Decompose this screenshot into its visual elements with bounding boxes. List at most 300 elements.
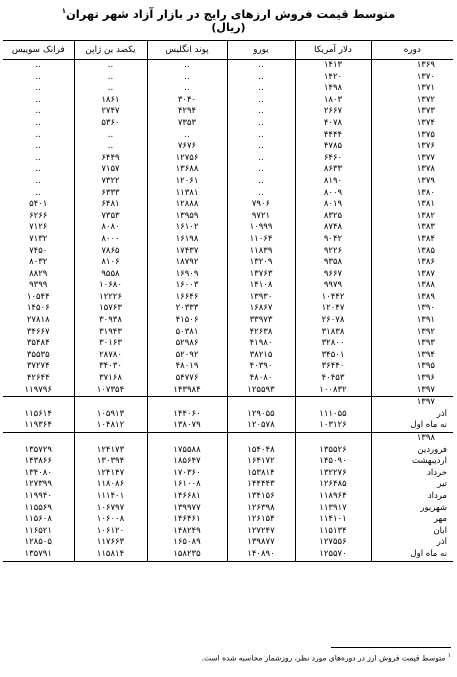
table-row [3,118,453,130]
period-cell: ۱۳۷۹ [371,176,453,188]
footnote-rule [331,647,451,648]
table-row [3,420,453,432]
value-cell: ۹۶۶۷ [295,269,371,281]
title-text: متوسط قیمت فروش ارزهای رایج در بازار آزاد شهر تهران [65,6,396,21]
value-cell: ۱۱۵۶۱۴ [24,408,52,419]
section-year-label: ۱۳۹۸ [371,433,453,445]
value-cell: ۱۳۸۰۷۹ [147,420,227,432]
value-cell: ۸۰۸۰ [74,222,147,234]
value-cell: ۸۰۰۰ [74,234,147,246]
period-cell: آبان [371,526,453,538]
table-row [3,188,453,200]
unit-label: (ریال) [211,20,246,34]
period-cell: ۱۳۸۰ [371,188,453,200]
value-cell: ۴۸۰۸۰ [227,373,295,385]
value-cell: ۸۱۰۶ [74,257,147,269]
value-cell: ۱۲۴۱۴۷ [74,468,147,480]
value-cell: ۱۰۵۹۱۳ [74,409,147,421]
value-cell: ۴۰۳۹۰ [227,361,295,373]
empty-cell [147,397,227,409]
period-cell: ۱۳۸۸ [371,280,453,292]
value-cell: ۱۶۵۰۸۹ [147,537,227,549]
period-cell: ۱۳۹۲ [371,327,453,339]
period-cell: ۱۳۷۰ [371,72,453,84]
value-cell: ۹۵۵۸ [74,269,147,281]
value-cell: ۱۳۵۷۲۹ [24,444,52,455]
value-cell: ۱۴۶۴۶۱ [147,514,227,526]
section-year-row [3,397,453,409]
period-cell: ۱۳۷۲ [371,95,453,107]
period-cell: اردیبهشت [371,456,453,468]
period-cell: ۱۳۷۴ [371,118,453,130]
table-row [3,350,453,362]
value-cell: ۱۳۷۶۳ [227,269,295,281]
period-cell: ۱۳۸۹ [371,292,453,304]
table-row [3,327,453,339]
value-cell: ۱۷۵۵۸۸ [147,445,227,457]
value-cell: ۱۳۲۲۷۶ [295,468,371,480]
value-cell: ۱۵۳۸۱۴ [227,468,295,480]
value-cell: ۱۲۸۸۸ [147,199,227,211]
empty-cell [227,397,295,409]
value-cell: ۹۲۲۶ [295,246,371,258]
col-header-eur: یورو [227,41,295,60]
period-cell: ۱۳۸۱ [371,199,453,211]
value-cell: ۳۴۶۶۷ [26,326,50,337]
footnote [202,652,451,663]
value-cell: .. [35,83,41,94]
value-cell: ۶۲۶۶ [29,210,48,221]
value-cell: ۱۱۰۶۴ [227,234,295,246]
value-cell: .. [74,130,147,142]
value-cell: ۱۳۴۰۸۰ [24,467,52,478]
value-cell: .. [227,118,295,130]
value-cell: ۲۶۰۷۸ [295,315,371,327]
value-cell: ۳۴۰۳۰ [74,361,147,373]
period-cell: ۱۳۷۳ [371,106,453,118]
table-row [3,141,453,153]
col-header-jpy: یکصد ین ژاپن [74,41,147,60]
value-cell: .. [147,72,227,84]
value-cell: ۳۵۴۸۴ [26,338,50,349]
value-cell: .. [227,188,295,200]
table-row [3,491,453,503]
value-cell: .. [74,72,147,84]
empty-cell [295,397,371,409]
value-cell: ۵۲۹۸۶ [147,338,227,350]
value-cell: ۱۱۸۰۸۶ [74,479,147,491]
table-row [3,373,453,385]
value-cell: ۱۲۷۵۶ [147,153,227,165]
empty-cell [295,433,371,445]
value-cell: ۷۹۰۶ [227,199,295,211]
value-cell: ۴۰۴۵۳ [295,373,371,385]
table-row [3,257,453,269]
value-cell: ۱۳۰۳۹۴ [74,456,147,468]
period-cell: ۱۳۹۰ [371,303,453,315]
table-row [3,176,453,188]
value-cell: ۱۵۷۶۳ [74,303,147,315]
value-cell: ۳۷۲۷۴ [26,361,50,372]
empty-cell [227,433,295,445]
section-year-row [3,433,453,445]
value-cell: ۳۶۴۴۰ [295,361,371,373]
value-cell: ۱۲۶۱۵۴ [227,514,295,526]
value-cell: ۱۳۵۵۲۶ [295,445,371,457]
col-header-period: دوره [371,41,453,60]
value-cell: ۷۶۷۶ [147,141,227,153]
value-cell: ۱۱۱۰۵۵ [295,409,371,421]
table-row [3,503,453,515]
value-cell: ۱۱۵۶۰۸ [24,514,52,525]
value-cell: ۱۲۰۵۷۸ [227,420,295,432]
period-cell: فروردین [371,445,453,457]
table-row [3,95,453,107]
period-cell: شهریور [371,503,453,515]
value-cell: ۲۶۶۷ [295,106,371,118]
value-cell: ۲۷۴۷ [74,106,147,118]
value-cell: ۱۴۱۳ [295,60,371,72]
table-row [3,456,453,468]
value-cell: .. [35,175,41,186]
value-cell: ۴۴۴۴ [295,130,371,142]
value-cell: .. [74,141,147,153]
value-cell: ۱۱۳۸۱ [147,188,227,200]
table-row [3,72,453,84]
period-cell: خرداد [371,468,453,480]
period-cell: ۱۳۹۶ [371,373,453,385]
value-cell: ۳۴۵۰۱ [295,350,371,362]
table-row [3,361,453,373]
table-row [3,246,453,258]
value-cell: ۱۲۷۲۴۷ [227,526,295,538]
value-cell: .. [227,95,295,107]
value-cell: ۸۳۲۵ [295,211,371,223]
value-cell: ۱۰۴۴۲ [295,292,371,304]
value-cell: ۱۲۲۲۶ [74,292,147,304]
value-cell: ۹۰۴۲ [295,234,371,246]
value-cell: ۷۳۵۳ [74,211,147,223]
table-row [3,292,453,304]
value-cell: ۱۶۱۹۸ [147,234,227,246]
value-cell: ۸۰۱۹ [295,199,371,211]
section-year-label: ۱۳۹۷ [371,397,453,409]
value-cell: ۳۸۲۱۵ [227,350,295,362]
value-cell: ۴۱۵۰۶ [147,315,227,327]
value-cell: ۹۷۲۱ [227,211,295,223]
period-cell: ۱۳۷۵ [371,130,453,142]
value-cell: .. [74,60,147,72]
value-cell: ۱۳۹۹۷۷ [147,503,227,515]
table-row [3,60,453,72]
value-cell: ۱۴۰۸۹۰ [227,549,295,561]
value-cell: ۱۱۵۸۱۴ [74,549,147,561]
value-cell: ۱۳۵۷۹۱ [3,549,74,561]
table-row [3,211,453,223]
value-cell: ۱۲۸۵۰۵ [24,537,52,548]
table-row [3,479,453,491]
value-cell: ۴۸۰۱۹ [147,361,227,373]
title-footnote-mark: ۱ [61,7,66,15]
col-header-gbp: پوند انگلیس [147,41,227,60]
table-row [3,164,453,176]
value-cell: ۱۵۸۲۳۵ [147,549,227,561]
value-cell: ۱۱۵۵۶۹ [24,502,52,513]
value-cell: ۱۴۲۰ [295,72,371,84]
value-cell: ۱۴۵۰۹۰ [295,456,371,468]
table-row [3,549,453,561]
period-cell: ۱۳۹۱ [371,315,453,327]
value-cell: ۱۸۵۶۴۷ [147,456,227,468]
value-cell: ۲۷۸۱۸ [26,315,50,326]
header-row [3,41,453,60]
value-cell: ۸۰۳۲ [29,257,48,268]
value-cell: ۳۲۸۰۰ [295,338,371,350]
table-row [3,526,453,538]
period-cell: ۱۳۸۲ [371,211,453,223]
period-cell: ۱۳۷۸ [371,164,453,176]
value-cell: ۲۸۷۸۰ [74,350,147,362]
value-cell: .. [227,130,295,142]
value-cell: ۱۲۷۳۹۹ [24,479,52,490]
table-row [3,199,453,211]
value-cell: .. [227,83,295,95]
value-cell: ۱۱۵۱۳۴ [295,526,371,538]
value-cell: ۱۳۶۸۸ [147,164,227,176]
value-cell: ۱۷۰۳۶۰ [147,468,227,480]
value-cell: ۷۱۳۲ [29,233,48,244]
value-cell: ۳۵۵۳۵ [26,349,50,360]
value-cell: ۷۳۲۲ [74,176,147,188]
value-cell: ۱۴۳۸۶۶ [24,456,52,467]
value-cell: ۱۰۰۸۳۲ [295,385,371,397]
empty-cell [3,433,74,445]
value-cell: ۱۱۹۹۴۰ [24,490,52,501]
value-cell: .. [227,164,295,176]
table-row [3,445,453,457]
value-cell: .. [35,152,41,163]
value-cell: ۱۰۷۳۵۴ [74,385,147,397]
value-cell: .. [35,141,41,152]
value-cell: ۳۷۱۶۸ [74,373,147,385]
value-cell: ۵۴۷۷۶ [147,373,227,385]
value-cell: ۶۳۳۳ [74,188,147,200]
value-cell: .. [35,129,41,140]
value-cell: ۱۰۶۸۰ [74,280,147,292]
period-cell: ۱۳۸۳ [371,222,453,234]
period-cell: ۱۳۹۵ [371,361,453,373]
empty-cell [3,397,74,409]
value-cell: ۱۶۱۰۰۸ [147,479,227,491]
value-cell: ۵۴۰۱ [29,199,48,210]
value-cell: ۸۱۹۰ [295,176,371,188]
table-row [3,385,453,397]
period-cell: ۱۳۷۷ [371,153,453,165]
table-row [3,303,453,315]
table-row [3,280,453,292]
value-cell: .. [147,83,227,95]
value-cell: ۱۳۹۳۰ [227,292,295,304]
footnote-text: متوسط قیمت فروش ارز در دوره‌های مورد نظر، روزشمار محاسبه شده است. [201,653,446,663]
value-cell: ۱۱۹۳۶۴ [3,420,74,432]
value-cell: ۱۰۹۹۹ [227,222,295,234]
value-cell: .. [35,71,41,82]
value-cell: .. [35,187,41,198]
value-cell: .. [35,106,41,117]
value-cell: ۱۴۳۹۸۴ [147,385,227,397]
value-cell: ۱۱۷۶۶۳ [74,537,147,549]
value-cell: ۳۰۹۳۸ [74,315,147,327]
col-header-usd: دلار آمریکا [295,41,371,60]
table-row [3,315,453,327]
value-cell: ۱۲۶۴۸۵ [295,479,371,491]
value-cell: ۵۳۶۰ [74,118,147,130]
period-cell: نه ماه اول [371,420,453,432]
value-cell: ۱۸۷۹۲ [147,257,227,269]
period-cell: ۱۳۸۶ [371,257,453,269]
value-cell: ۱۱۴۱۰۱ [295,514,371,526]
value-cell: ۹۳۵۸ [295,257,371,269]
value-cell: .. [35,117,41,128]
value-cell: .. [227,141,295,153]
value-cell: ۱۲۰۴۷ [295,303,371,315]
value-cell: ۶۴۸۱ [74,199,147,211]
value-cell: ۸۰۰۹ [295,188,371,200]
value-cell: ۳۳۹۷۳ [227,315,295,327]
table-row [3,153,453,165]
period-cell: تیر [371,479,453,491]
value-cell: ۱۲۶۳۹۸ [227,503,295,515]
value-cell: ۱۴۸۲۴۹ [147,526,227,538]
value-cell: .. [227,106,295,118]
value-cell: ۷۸۶۵ [74,246,147,258]
period-cell: ۱۳۷۱ [371,83,453,95]
value-cell: ۷۱۲۶ [29,222,48,233]
empty-cell [74,433,147,445]
value-cell: ۱۱۹۷۹۶ [3,385,74,397]
table-body [3,60,453,562]
value-cell: .. [147,60,227,72]
value-cell: ۱۴۴۰۶۰ [147,409,227,421]
period-cell: ۱۳۹۳ [371,338,453,350]
value-cell: ۵۰۳۸۱ [147,327,227,339]
value-cell: ۳۰۱۶۳ [74,338,147,350]
period-cell: ۱۳۹۴ [371,350,453,362]
exchange-rate-table [3,40,453,562]
table-row [3,130,453,142]
value-cell: ۴۲۹۴ [147,106,227,118]
period-cell: ۱۳۷۶ [371,141,453,153]
footnote-mark: ۱ [447,652,451,659]
period-cell: آذر [371,409,453,421]
value-cell: ۷۳۵۳ [147,118,227,130]
value-cell: ۳۱۸۳۸ [295,327,371,339]
table-title [0,0,457,21]
value-cell: ۱۶۹۰۹ [147,269,227,281]
value-cell: ۸۶۳۳ [295,164,371,176]
col-header-chf: فرانک سوییس [3,41,74,60]
empty-cell [74,397,147,409]
value-cell: ۸۷۴۸ [295,222,371,234]
value-cell: ۱۴۹۸ [295,83,371,95]
value-cell: ۱۰۳۱۲۶ [295,420,371,432]
value-cell: ۶۴۴۹ [74,153,147,165]
value-cell: ۴۰۷۸ [295,118,371,130]
value-cell: ۳۱۹۴۳ [74,327,147,339]
table-row [3,537,453,549]
value-cell: ۱۵۴۰۴۸ [227,445,295,457]
value-cell: ۲۰۳۳۳ [147,303,227,315]
value-cell: ۱۱۸۹۶۴ [295,491,371,503]
value-cell: ۱۷۴۳۷ [147,246,227,258]
value-cell: ۱۶۶۴۶ [147,292,227,304]
value-cell: ۹۳۹۹ [29,280,48,291]
value-cell: ۸۸۲۹ [29,268,48,279]
value-cell: ۴۱۹۸۰ [227,338,295,350]
value-cell: ۴۷۸۵ [295,141,371,153]
value-cell: ۱۶۱۰۲ [147,222,227,234]
table-row [3,106,453,118]
empty-cell [147,433,227,445]
value-cell: ۱۲۹۰۵۵ [227,409,295,421]
table-row [3,409,453,421]
period-cell: ۱۳۸۴ [371,234,453,246]
table-row [3,83,453,95]
value-cell: .. [227,153,295,165]
value-cell: ۱۰۴۸۱۲ [74,420,147,432]
value-cell: ۱۱۶۵۲۱ [24,525,52,536]
value-cell: ۱۶۰۰۳ [147,280,227,292]
value-cell: ۱۴۵۰۶ [26,303,50,314]
value-cell: ۱۲۵۵۷۰ [295,549,371,561]
value-cell: ۱۴۴۴۴۳ [227,479,295,491]
value-cell: ۷۴۵۰ [29,245,48,256]
period-cell: ۱۳۹۷ [371,385,453,397]
value-cell: ۱۲۵۵۹۳ [227,385,295,397]
value-cell: ۱۰۵۴۴ [26,291,50,302]
value-cell: ۱۳۲۰۹ [227,257,295,269]
value-cell: ۶۴۶۰ [295,153,371,165]
value-cell: ۴۲۶۴۴ [26,373,50,384]
period-cell: ۱۳۶۹ [371,60,453,72]
value-cell: ۱۰۶۰۰۸ [74,514,147,526]
table-row [3,338,453,350]
value-cell: .. [35,94,41,105]
period-cell: مهر [371,514,453,526]
value-cell: ۳۰۴۰ [147,95,227,107]
table-row [3,222,453,234]
value-cell: ۱۴۱۰۸ [227,280,295,292]
value-cell: .. [74,83,147,95]
value-cell: ۴۲۶۳۸ [227,327,295,339]
value-cell: ۱۰۶۱۲۰ [74,526,147,538]
value-cell: ۱۶۸۶۷ [227,303,295,315]
value-cell: ۱۲۷۵۵۶ [295,537,371,549]
value-cell: ۱۶۴۱۷۲ [227,456,295,468]
value-cell: ۱۳۹۵۹ [147,211,227,223]
period-cell: آذر [371,537,453,549]
value-cell: ۷۱۵۷ [74,164,147,176]
period-cell: نه ماه اول [371,549,453,561]
value-cell: ۱۸۰۳ [295,95,371,107]
value-cell: .. [227,60,295,72]
value-cell: .. [227,72,295,84]
value-cell: ۱۱۸۳۹ [227,246,295,258]
value-cell: ۱۳۹۸۷۷ [227,537,295,549]
value-cell: ۱۱۱۴۰۱ [74,491,147,503]
value-cell: ۵۲۰۹۲ [147,350,227,362]
value-cell: .. [147,130,227,142]
